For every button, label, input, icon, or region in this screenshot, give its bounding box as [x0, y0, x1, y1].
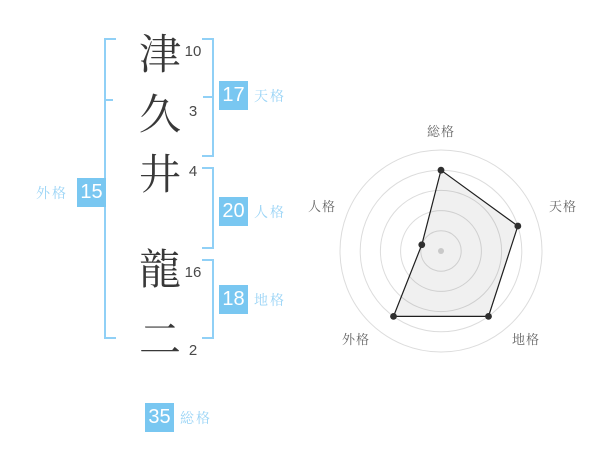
- name-character: 井: [138, 151, 181, 198]
- radar-axis-label: 地格: [511, 332, 541, 347]
- stroke-count: 4: [188, 163, 198, 180]
- radar-data-point: [418, 241, 425, 248]
- stroke-count: 10: [184, 43, 202, 60]
- name-character: 津: [138, 31, 181, 78]
- gaikaku-value-badge: 15: [77, 178, 106, 207]
- chikaku-value-badge: 18: [219, 285, 248, 314]
- radar-data-point: [390, 313, 397, 320]
- jinkaku-value-badge: 20: [219, 197, 248, 226]
- chikaku-label: 地格: [254, 291, 286, 308]
- radar-data-point: [438, 167, 445, 174]
- radar-axis-label: 天格: [548, 199, 578, 214]
- name-character: 二: [138, 316, 181, 363]
- radar-axis-label: 総格: [426, 124, 456, 139]
- gaikaku-label: 外格: [36, 184, 68, 201]
- radar-data-point: [514, 223, 521, 230]
- name-character: 龍: [138, 246, 181, 293]
- stroke-count: 2: [188, 342, 198, 359]
- radar-data-polygon: [394, 170, 518, 316]
- radar-axis-label: 外格: [341, 332, 371, 347]
- radar-axis-label: 人格: [307, 199, 337, 214]
- soukaku-label: 総格: [180, 409, 212, 426]
- radar-center-dot: [438, 248, 444, 254]
- radar-data-point: [485, 313, 492, 320]
- jinkaku-label: 人格: [254, 203, 286, 220]
- stroke-count: 16: [184, 264, 202, 281]
- name-character: 久: [138, 91, 181, 138]
- tenkaku-value-badge: 17: [219, 81, 248, 110]
- soukaku-value-badge: 35: [145, 403, 174, 432]
- stroke-count: 3: [188, 103, 198, 120]
- tenkaku-label: 天格: [254, 87, 286, 104]
